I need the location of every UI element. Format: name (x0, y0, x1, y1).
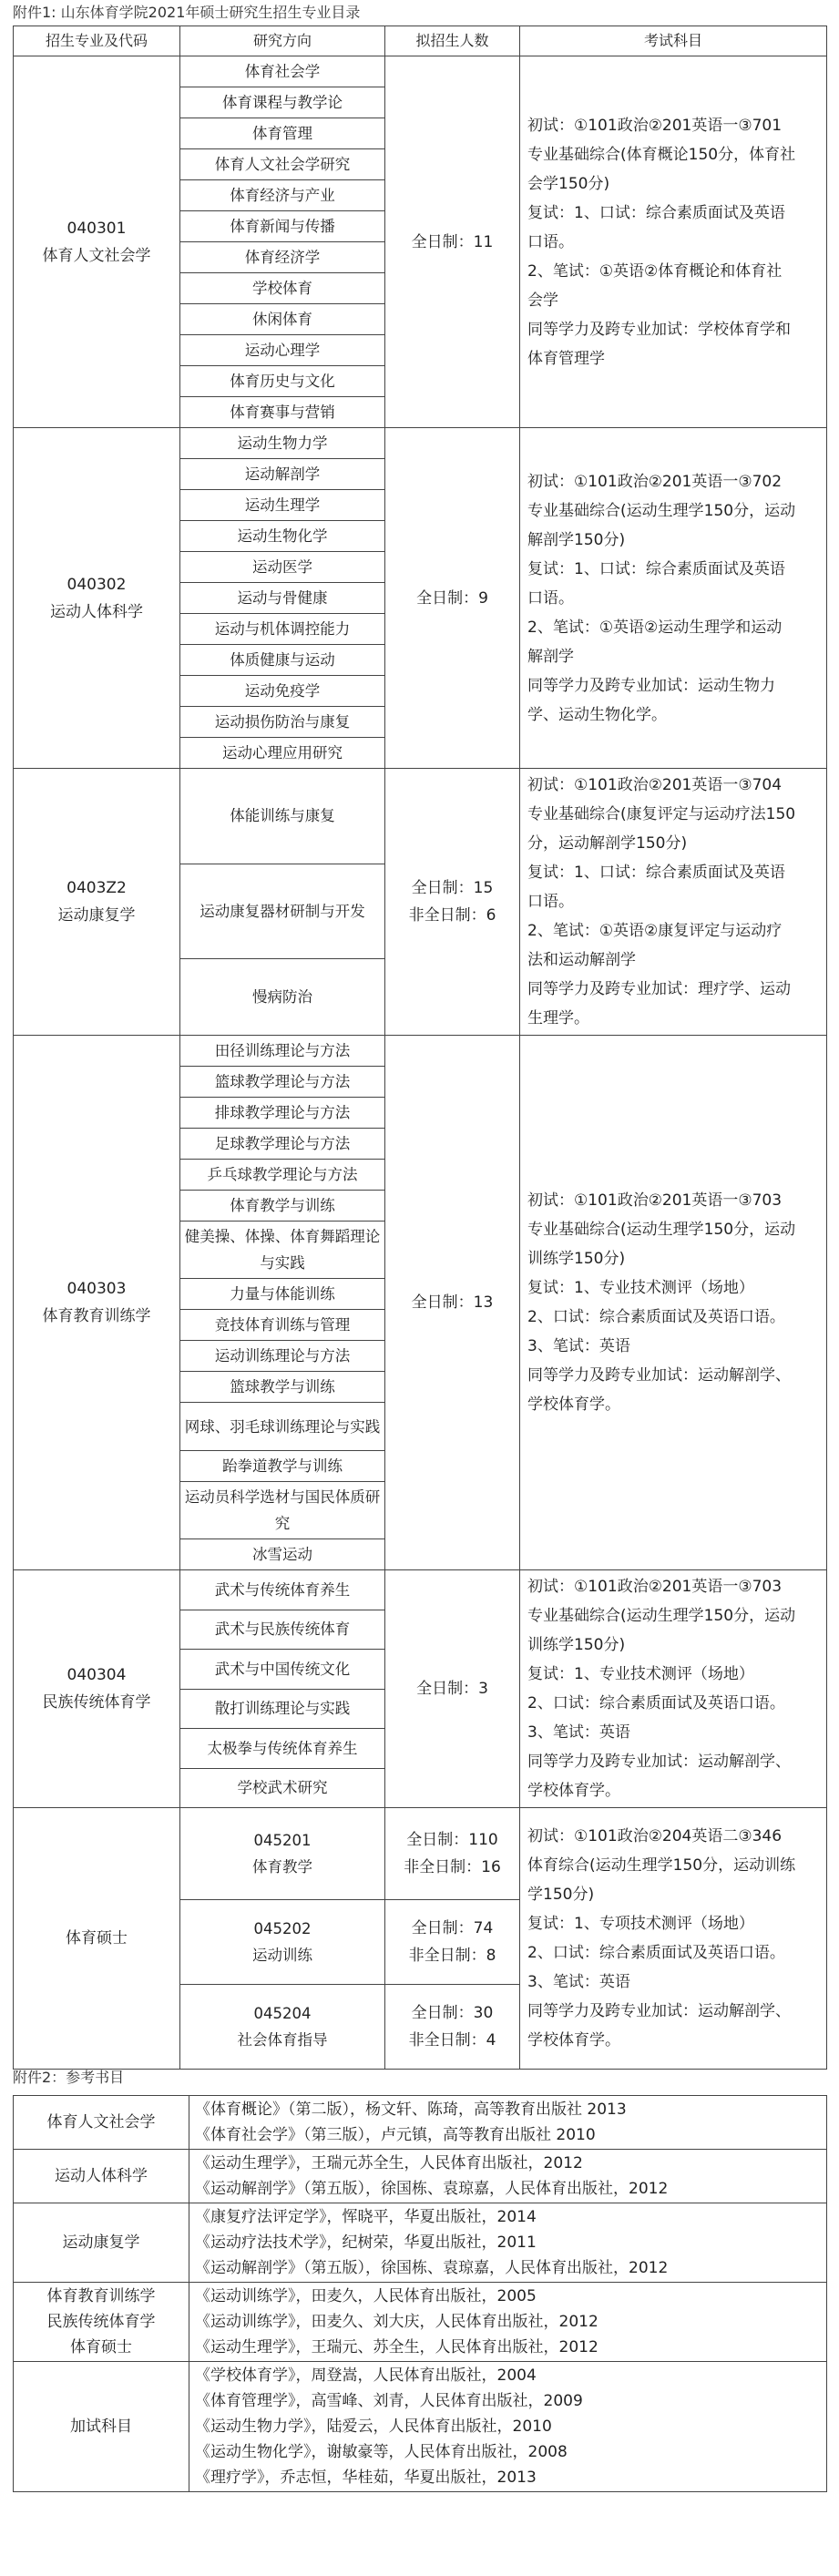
exam-line: 2、笔试：①英语②运动生理学和运动 (527, 618, 783, 637)
major-cell (14, 1570, 180, 1808)
exam-line: 专业基础综合(体育概论150分，体育社 (527, 145, 796, 164)
direction-item: 武术与中国传统文化 (180, 1650, 385, 1690)
exam-line: 同等学力及跨专业加试：运动解剖学、 (527, 2002, 791, 2020)
subject-line: 体育人文社会学 (46, 2113, 156, 2131)
exam-line: 训练学150分) (527, 1636, 626, 1654)
major-name: 运动人体科学 (50, 602, 143, 621)
reference-books (189, 2283, 827, 2362)
quota-cell (385, 56, 520, 428)
book-entry: 《体育管理学》，高雪峰、刘青，人民体育出版社，2009 (195, 2392, 583, 2410)
major-code: 040303 (67, 1280, 127, 1298)
reference-row (14, 2096, 827, 2150)
header-quota: 拟招生人数 (385, 26, 520, 56)
direction-item: 运动员科学选材与国民体质研究 (180, 1482, 385, 1539)
direction-item: 田径训练理论与方法 (180, 1036, 385, 1067)
exam-line: 2、笔试：①英语②体育概论和体育社 (527, 261, 783, 281)
quota-cell (385, 428, 520, 769)
references-caption: 附件2：参考书目 (13, 2069, 125, 2086)
sub-code: 045201 (253, 1832, 312, 1849)
exam-line: 初试：①101政治②201英语一③701 (527, 116, 783, 135)
exam-line: 初试：①101政治②201英语一③703 (527, 1191, 783, 1210)
book-entry: 《运动生物化学》，谢敏豪等，人民体育出版社，2008 (195, 2443, 568, 2461)
exam-line: 复试：1、口试：综合素质面试及英语 (527, 559, 785, 578)
exam-line: 学校体育学。 (527, 1395, 620, 1414)
exam-line: 2、口试：综合素质面试及英语口语。 (527, 1308, 785, 1326)
admissions-catalog-table (13, 26, 827, 2070)
direction-item: 运动医学 (180, 552, 385, 583)
exam-line: 初试：①101政治②204英语二③346 (527, 1827, 783, 1845)
direction-item: 篮球教学与训练 (180, 1372, 385, 1403)
reference-subject (14, 2203, 189, 2283)
direction-item: 慢病防治 (180, 959, 385, 1036)
direction-item: 武术与传统体育养生 (180, 1570, 385, 1610)
exam-line: 3、笔试：英语 (527, 1973, 630, 1991)
quota-line: 非全日制：8 (408, 1947, 496, 1965)
book-entry: 《运动生理学》，王瑞元、苏全生，人民体育出版社，2012 (195, 2338, 599, 2356)
header-exam: 考试科目 (520, 26, 827, 56)
direction-item: 体育新闻与传播 (180, 211, 385, 242)
exam-line: 同等学力及跨专业加试：学校体育学和 (527, 320, 791, 339)
direction-item: 运动生理学 (180, 490, 385, 521)
exam-line: 口语。 (527, 232, 574, 251)
major-cell (14, 428, 180, 769)
direction-item: 休闲体育 (180, 304, 385, 335)
quota-cell (385, 1900, 520, 1985)
major-name: 体育硕士 (14, 1808, 180, 2070)
exam-line: 专业基础综合(康复评定与运动疗法150 (527, 805, 796, 823)
direction-item: 跆拳道教学与训练 (180, 1451, 385, 1482)
quota-line: 非全日制：16 (404, 1858, 501, 1876)
direction-item: 运动损伤防治与康复 (180, 707, 385, 738)
quota-line: 全日制：9 (416, 588, 488, 608)
direction-item (180, 1985, 385, 2070)
exam-line: 体育综合(运动生理学150分，运动训练 (527, 1856, 796, 1875)
reference-row (14, 2203, 827, 2283)
direction-item: 运动康复器材研制与开发 (180, 864, 385, 959)
reference-subject (14, 2362, 189, 2492)
quota-line: 全日制：30 (411, 2004, 494, 2022)
quota-line: 全日制：13 (411, 1293, 494, 1312)
exam-cell (520, 1570, 827, 1808)
direction-item: 散打训练理论与实践 (180, 1689, 385, 1729)
direction-item: 学校武术研究 (180, 1768, 385, 1808)
catalog-row (14, 1570, 827, 1610)
exam-line: 初试：①101政治②201英语一③702 (527, 472, 783, 491)
exam-line: 2、口试：综合素质面试及英语口语。 (527, 1944, 785, 1962)
book-entry: 《运动训练学》，田麦久，人民体育出版社，2005 (195, 2287, 537, 2305)
sub-name: 运动训练 (252, 1947, 312, 1964)
major-cell (14, 56, 180, 428)
subject-line: 体育教育训练学 (46, 2287, 156, 2305)
exam-line: 专业基础综合(运动生理学150分，运动 (527, 1607, 796, 1625)
direction-item: 运动生物力学 (180, 428, 385, 459)
reference-subject (14, 2096, 189, 2150)
direction-item: 运动生物化学 (180, 521, 385, 552)
exam-cell (520, 428, 827, 769)
direction-item: 排球教学理论与方法 (180, 1098, 385, 1129)
exam-cell (520, 769, 827, 1036)
quota-line: 全日制：74 (411, 1919, 494, 1937)
exam-line: 学校体育学。 (527, 1782, 620, 1800)
direction-item: 冰雪运动 (180, 1539, 385, 1570)
exam-line: 专业基础综合(运动生理学150分，运动 (527, 501, 796, 520)
direction-item: 体育社会学 (180, 56, 385, 87)
direction-item: 力量与体能训练 (180, 1279, 385, 1310)
direction-item: 体质健康与运动 (180, 645, 385, 676)
major-name: 民族传统体育学 (42, 1693, 151, 1712)
exam-line: 生理学。 (527, 1009, 589, 1027)
book-entry: 《学校体育学》，周登嵩，人民体育出版社，2004 (195, 2366, 537, 2385)
reference-subject (14, 2150, 189, 2203)
major-name: 体育教育训练学 (42, 1307, 151, 1325)
quota-line: 全日制：3 (416, 1680, 488, 1698)
exam-line: 同等学力及跨专业加试：理疗学、运动 (527, 980, 791, 998)
reference-subject (14, 2283, 189, 2362)
sub-name: 体育教学 (252, 1858, 312, 1876)
exam-line: 体育管理学 (527, 349, 605, 368)
quota-line: 全日制：110 (406, 1831, 498, 1849)
exam-line: 会学 (527, 291, 558, 310)
quota-line: 非全日制：4 (408, 2031, 496, 2050)
direction-item (180, 1900, 385, 1985)
direction-item: 健美操、体操、体育舞蹈理论与实践 (180, 1222, 385, 1279)
exam-line: 3、笔试：英语 (527, 1337, 630, 1355)
direction-item: 运动训练理论与方法 (180, 1341, 385, 1372)
book-entry: 《运动生物力学》，陆爱云，人民体育出版社，2010 (195, 2418, 552, 2436)
major-name: 运动康复学 (57, 906, 136, 925)
direction-item: 运动与骨健康 (180, 583, 385, 614)
book-entry: 《运动解剖学》（第五版），徐国栋、袁琼嘉，人民体育出版社，2012 (195, 2259, 669, 2277)
direction-item: 体育经济与产业 (180, 180, 385, 211)
book-entry: 《体育社会学》（第三版），卢元镇，高等教育出版社 2010 (195, 2126, 596, 2144)
major-code: 040304 (67, 1666, 127, 1684)
exam-line: 复试：1、专业技术测评（场地） (527, 1279, 754, 1297)
exam-line: 复试：1、口试：综合素质面试及英语 (527, 203, 785, 222)
exam-line: 同等学力及跨专业加试：运动解剖学、 (527, 1366, 791, 1385)
header-major: 招生专业及代码 (14, 26, 180, 56)
header-direction: 研究方向 (180, 26, 385, 56)
direction-item: 体育人文社会学研究 (180, 149, 385, 180)
exam-line: 训练学150分) (527, 1250, 626, 1268)
sub-code: 045202 (253, 1920, 312, 1937)
direction-item: 武术与民族传统体育 (180, 1610, 385, 1650)
exam-line: 初试：①101政治②201英语一③704 (527, 776, 783, 794)
direction-item: 网球、羽毛球训练理论与实践 (180, 1403, 385, 1451)
reference-books (189, 2362, 827, 2492)
exam-line: 学150分) (527, 1886, 595, 1904)
direction-item: 竞技体育训练与管理 (180, 1310, 385, 1341)
exam-line: 同等学力及跨专业加试：运动生物力 (527, 676, 775, 695)
exam-line: 解剖学 (527, 647, 574, 666)
direction-item: 运动与机体调控能力 (180, 614, 385, 645)
reference-row (14, 2283, 827, 2362)
exam-line: 口语。 (527, 588, 574, 608)
catalog-row (14, 56, 827, 87)
exam-line: 初试：①101政治②201英语一③703 (527, 1578, 783, 1596)
direction-item: 学校体育 (180, 273, 385, 304)
exam-line: 法和运动解剖学 (527, 951, 636, 969)
exam-line: 复试：1、专项技术测评（场地） (527, 1915, 754, 1933)
reference-row (14, 2150, 827, 2203)
direction-item: 体育经济学 (180, 242, 385, 273)
subject-line: 加试科目 (70, 2418, 132, 2436)
exam-line: 同等学力及跨专业加试：运动解剖学、 (527, 1753, 791, 1771)
sub-name: 社会体育指导 (237, 2031, 328, 2049)
major-code: 040302 (67, 575, 127, 594)
catalog-header-row (14, 26, 827, 56)
exam-line: 口语。 (527, 893, 574, 911)
direction-item: 体育管理 (180, 118, 385, 149)
exam-line: 会学150分) (527, 174, 610, 193)
exam-cell (520, 1808, 827, 2070)
subject-line: 体育硕士 (70, 2338, 132, 2356)
book-entry: 《运动训练学》，田麦久、刘大庆，人民体育出版社，2012 (195, 2313, 599, 2331)
quota-cell (385, 769, 520, 1036)
exam-cell (520, 1036, 827, 1570)
major-cell (14, 769, 180, 1036)
subject-line: 运动康复学 (62, 2234, 140, 2252)
quota-cell (385, 1570, 520, 1808)
book-entry: 《理疗学》，乔志恒，华桂茹，华夏出版社，2013 (195, 2469, 537, 2487)
direction-item: 篮球教学理论与方法 (180, 1067, 385, 1098)
direction-item: 体育教学与训练 (180, 1191, 385, 1222)
direction-item: 运动解剖学 (180, 459, 385, 490)
reference-books-table (13, 2095, 827, 2492)
major-name: 体育人文社会学 (42, 246, 151, 265)
exam-line: 2、口试：综合素质面试及英语口语。 (527, 1694, 785, 1712)
book-entry: 《康复疗法评定学》，恽晓平，华夏出版社，2014 (195, 2208, 537, 2226)
major-code: 0403Z2 (67, 879, 127, 897)
sub-code: 045204 (253, 2005, 312, 2022)
book-entry: 《运动疗法技术学》，纪树荣，华夏出版社，2011 (195, 2234, 537, 2252)
exam-line: 学校体育学。 (527, 2031, 620, 2050)
reference-books (189, 2150, 827, 2203)
exam-line: 复试：1、专业技术测评（场地） (527, 1665, 754, 1683)
exam-line: 3、笔试：英语 (527, 1723, 630, 1742)
quota-line: 全日制：11 (411, 232, 494, 251)
quota-line: 非全日制：6 (408, 906, 496, 925)
exam-cell (520, 56, 827, 428)
catalog-row (14, 769, 827, 864)
book-entry: 《运动生理学》，王瑞元苏全生，人民体育出版社，2012 (195, 2154, 583, 2172)
major-code: 040301 (67, 219, 127, 238)
exam-line: 专业基础综合(运动生理学150分，运动 (527, 1221, 796, 1239)
direction-item: 体育历史与文化 (180, 366, 385, 397)
catalog-row (14, 1036, 827, 1067)
direction-item: 体育课程与教学论 (180, 87, 385, 118)
direction-item: 体能训练与康复 (180, 769, 385, 864)
exam-line: 2、笔试：①英语②康复评定与运动疗 (527, 922, 783, 940)
direction-item (180, 1808, 385, 1900)
exam-line: 学、运动生物化学。 (527, 705, 667, 724)
quota-line: 全日制：15 (411, 879, 494, 897)
major-cell (14, 1036, 180, 1570)
subject-line: 运动人体科学 (55, 2167, 148, 2185)
exam-line: 解剖学150分) (527, 530, 626, 549)
catalog-row (14, 428, 827, 459)
quota-cell (385, 1985, 520, 2070)
reference-row (14, 2362, 827, 2492)
book-entry: 《体育概论》（第二版），杨文轩、陈琦，高等教育出版社 2013 (195, 2101, 627, 2119)
book-entry: 《运动解剖学》（第五版），徐国栋、袁琼嘉，人民体育出版社，2012 (195, 2180, 669, 2198)
catalog-row (14, 1808, 827, 1900)
direction-item: 乒乓球教学理论与方法 (180, 1160, 385, 1191)
quota-cell (385, 1808, 520, 1900)
quota-cell (385, 1036, 520, 1570)
catalog-caption: 附件1: 山东体育学院2021年硕士研究生招生专业目录 (13, 4, 361, 21)
direction-item: 太极拳与传统体育养生 (180, 1729, 385, 1769)
exam-line: 复试：1、口试：综合素质面试及英语 (527, 864, 785, 882)
direction-item: 运动心理学 (180, 335, 385, 366)
reference-books (189, 2096, 827, 2150)
reference-books (189, 2203, 827, 2283)
exam-line: 分，运动解剖学150分) (527, 834, 688, 853)
subject-line: 民族传统体育学 (46, 2313, 156, 2331)
direction-item: 运动免疫学 (180, 676, 385, 707)
direction-item: 足球教学理论与方法 (180, 1129, 385, 1160)
direction-item: 运动心理应用研究 (180, 738, 385, 769)
direction-item: 体育赛事与营销 (180, 397, 385, 428)
